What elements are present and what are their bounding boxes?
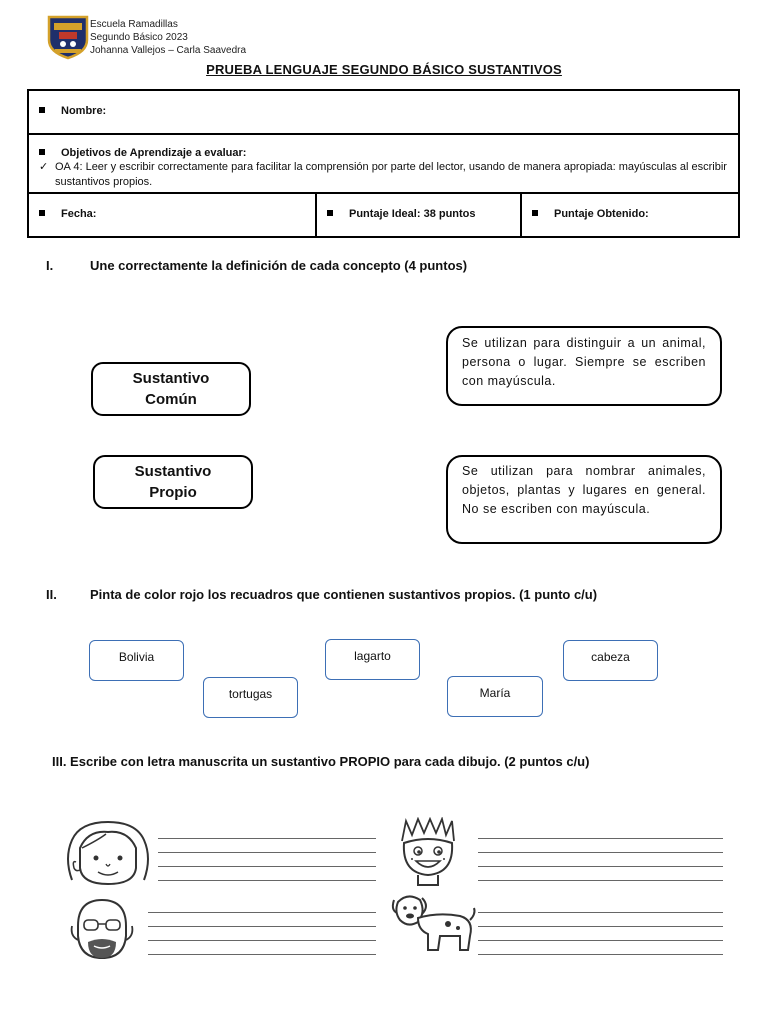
writing-line[interactable] (478, 926, 723, 927)
school-info (90, 18, 246, 57)
section-3-heading: III. Escribe con letra manuscrita un sustantivo PROPIO para cada dibujo. (2 puntos c/u) (52, 754, 590, 769)
word-box[interactable]: María (447, 676, 543, 717)
name-cell[interactable] (28, 90, 739, 134)
teachers: Johanna Vallejos – Carla Saavedra (90, 45, 247, 56)
writing-line[interactable] (158, 852, 376, 853)
school-name: Escuela Ramadillas (90, 19, 178, 30)
word-box[interactable]: cabeza (563, 640, 658, 681)
writing-line[interactable] (158, 866, 376, 867)
objectives-cell (28, 134, 739, 193)
concept-1-line-1: Sustantivo (132, 370, 210, 387)
writing-line[interactable] (478, 940, 723, 941)
bullet-icon (39, 210, 45, 216)
writing-line[interactable] (478, 912, 723, 913)
section-1-heading (46, 258, 746, 273)
date-label: Fecha: (61, 208, 97, 220)
writing-line[interactable] (478, 866, 723, 867)
writing-line[interactable] (478, 838, 723, 839)
definition-2-text: Se utilizan para nombrar animales, objetos, plantas y lugares en general. No se escriben con mayúscula. (462, 464, 706, 516)
writing-line[interactable] (148, 954, 376, 955)
writing-line[interactable] (148, 940, 376, 941)
info-table (27, 89, 740, 238)
writing-line[interactable] (478, 852, 723, 853)
check-icon: ✓ (39, 161, 49, 173)
definition-box-2[interactable] (446, 455, 722, 544)
bullet-icon (39, 107, 45, 113)
section-2-text: Pinta de color rojo los recuadros que contienen sustantivos propios. (1 punto c/u) (90, 587, 598, 602)
writing-line[interactable] (478, 880, 723, 881)
writing-line[interactable] (158, 880, 376, 881)
section-2-number: II. (46, 587, 57, 602)
date-cell[interactable] (28, 193, 316, 237)
page-title: PRUEBA LENGUAJE SEGUNDO BÁSICO SUSTANTIVOS (206, 62, 562, 77)
ideal-score-label: Puntaje Ideal: 38 puntos (349, 208, 476, 220)
oa-text: OA 4: Leer y escribir correctamente para facilitar la comprensión por parte del lector, usando de manera apropiada: mayúsculas al escribir sustantivos propios. (55, 161, 727, 188)
word-box[interactable]: tortugas (203, 677, 298, 718)
section-1-text: Une correctamente la definición de cada concepto (4 puntos) (90, 258, 468, 273)
obtained-score-cell[interactable] (521, 193, 739, 237)
obtained-score-label: Puntaje Obtenido: (554, 208, 649, 220)
bullet-icon (327, 210, 333, 216)
name-label: Nombre: (61, 105, 107, 117)
section-2-heading (46, 587, 756, 602)
concept-2-line-1: Sustantivo (134, 463, 212, 480)
definition-1-text: Se utilizan para distinguir a un animal, persona o lugar. Siempre se escriben con mayúscula. (462, 336, 706, 388)
dog-drawing (388, 890, 478, 956)
concept-1-line-2: Común (145, 391, 197, 408)
school-logo (46, 14, 90, 60)
writing-line[interactable] (478, 954, 723, 955)
school-grade: Segundo Básico 2023 (90, 32, 188, 43)
word-box[interactable]: lagarto (325, 639, 420, 680)
definition-box-1[interactable] (446, 326, 722, 406)
ideal-score-cell (316, 193, 521, 237)
bald-man-face-drawing (62, 896, 142, 962)
writing-line[interactable] (158, 838, 376, 839)
boy-face-drawing (392, 817, 464, 889)
concept-box-common[interactable] (91, 362, 251, 416)
concept-box-proper[interactable] (93, 455, 253, 509)
section-1-number: I. (46, 258, 54, 273)
girl-face-drawing (58, 818, 158, 886)
bullet-icon (39, 149, 45, 155)
concept-2-line-2: Propio (149, 484, 197, 501)
bullet-icon (532, 210, 538, 216)
word-box[interactable]: Bolivia (89, 640, 184, 681)
objectives-label: Objetivos de Aprendizaje a evaluar: (61, 147, 247, 159)
writing-line[interactable] (148, 912, 376, 913)
writing-line[interactable] (148, 926, 376, 927)
